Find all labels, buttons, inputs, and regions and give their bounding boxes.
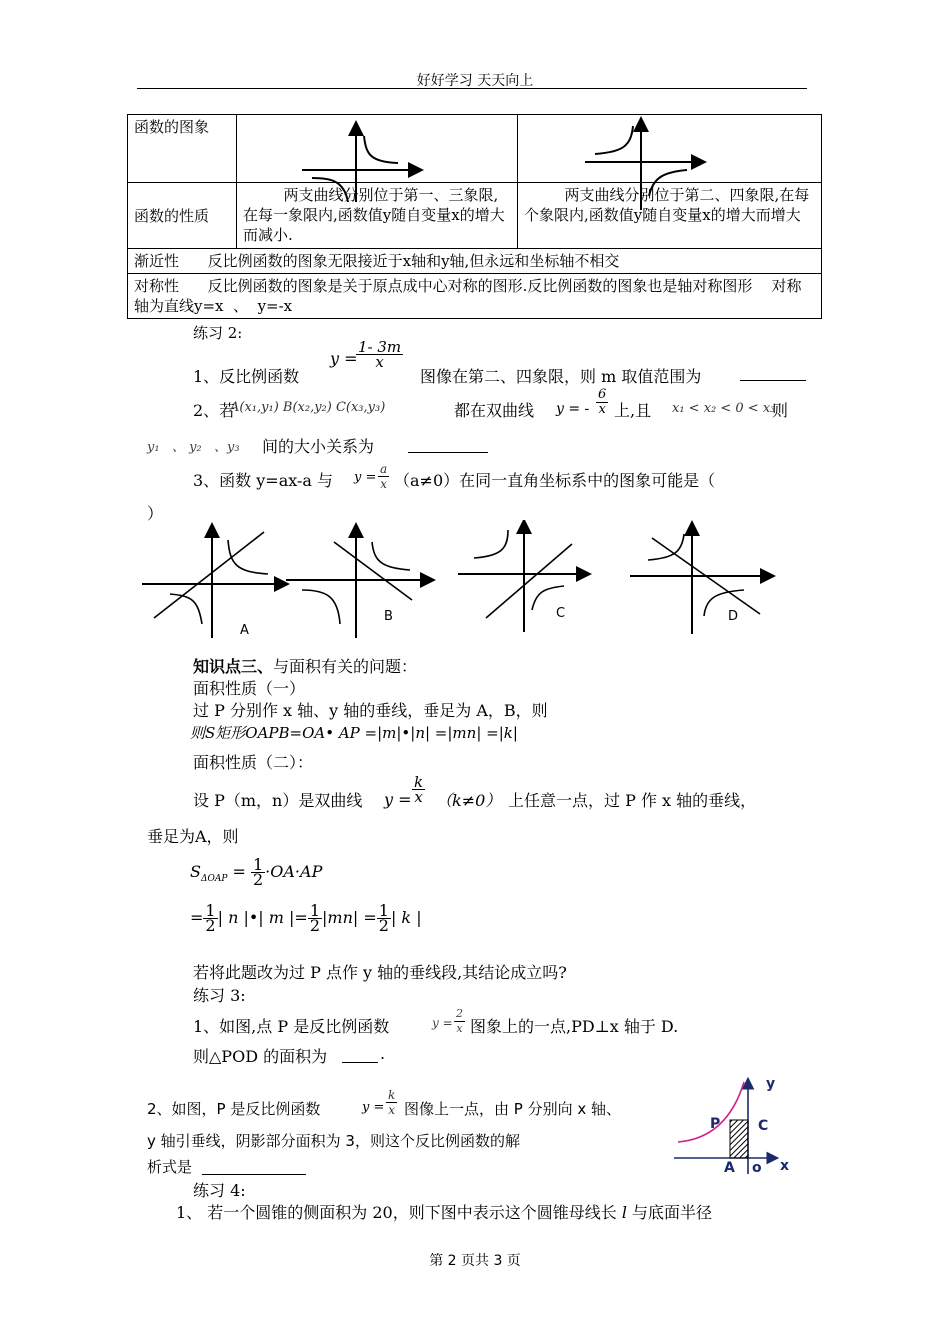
option-b-graph[interactable] <box>286 526 432 638</box>
formula-1: $S_{\Delta OAP}$ = $\frac{1}{2}$ ·OA·AP <box>190 855 323 889</box>
practice2-q2-points: A(x₁,y₁) B(x₂,y₂) C(x₃,y₃) <box>230 400 386 415</box>
practice3-q2-line3: 析式是 <box>147 1158 193 1176</box>
fraction-denominator: 2 <box>309 916 321 935</box>
practice2-q1-text: 图像在第二、四象限，则 m 取值范围为 <box>420 367 702 386</box>
fraction-denominator: 2 <box>205 916 216 935</box>
area-property-2-title: 面积性质（二）： <box>193 753 314 772</box>
fraction-numerator: 1 <box>252 855 264 874</box>
area-question: 若将此题改为过 P 点作 y 轴的垂线段,其结论成立吗? <box>193 963 567 982</box>
knowledge3-title: 知识点三、 <box>193 657 274 676</box>
label-a: A <box>724 1160 735 1176</box>
knowledge3-heading <box>193 654 417 677</box>
area-property-2-condition: （k≠0） <box>436 791 502 810</box>
row-graph-label: 函数的图象 <box>128 115 237 183</box>
label-x: x <box>780 1158 790 1174</box>
formula-1-rhs: ·OA·AP <box>265 862 323 881</box>
fraction-denominator: x <box>414 788 423 806</box>
curve-branch-q3 <box>312 178 348 202</box>
practice2-q3-prefix: 3、函数 y=ax-a 与 <box>193 471 334 490</box>
practice2-q2-vars: y₁ 、 y₂ 、y₃ <box>147 440 240 455</box>
property-k-negative: 两支曲线分别位于第二、四象限,在每个象限内,函数值y随自变量x的增大而增大 <box>518 183 822 249</box>
option-d-label: D <box>728 609 739 624</box>
fraction-denominator: x <box>598 402 606 417</box>
practice4-q1-var: l <box>621 1203 627 1222</box>
asymptote-row: 渐近性 反比例函数的图象无限接近于x轴和y轴,但永远和坐标轴不相交 <box>128 249 822 274</box>
practice3-q1-end: . <box>380 1044 386 1063</box>
practice2-q3-fraction <box>378 462 389 491</box>
practice3-figure <box>672 1072 796 1176</box>
area-property-2-eq: y = <box>384 790 412 809</box>
practice4-q1-text: 1、 若一个圆锥的侧面积为 20，则下图中表示这个圆锥母线长 <box>176 1203 617 1222</box>
option-c-graph[interactable] <box>458 522 588 632</box>
practice2-q2-answer-blank[interactable] <box>408 452 488 453</box>
practice2-q3-text: （a≠0）在同一直角坐标系中的图象可能是（ <box>394 471 716 490</box>
knowledge3-title-rest: 与面积有关的问题： <box>273 657 418 676</box>
practice2-q2-prefix: 2、若 <box>193 401 236 420</box>
formula-2-start: = <box>190 908 204 927</box>
property-k-positive: 两支曲线分别位于第一、三象限,在每一象限内,函数值y随自变量x的增大而减小. <box>237 183 518 249</box>
page-header: 好好学习 天天向上 <box>416 73 534 89</box>
practice3-q1-text: 图象上的一点,PD⊥x 轴于 D. <box>470 1017 679 1036</box>
practice2-q1-prefix: 1、反比例函数 <box>193 367 300 386</box>
fraction-numerator: 2 <box>456 1007 463 1020</box>
practice3-q2-text: 图像上一点，由 P 分别向 x 轴、 <box>404 1100 621 1118</box>
fraction-numerator: 1 <box>378 901 389 920</box>
fraction-numerator: k <box>414 773 424 791</box>
curve-branch-q4 <box>649 170 687 196</box>
curve-branch-q2 <box>595 126 633 154</box>
practice3-q1-line2: 则△POD 的面积为 <box>193 1047 328 1066</box>
label-p: P <box>710 1116 721 1132</box>
label-c: C <box>758 1118 769 1134</box>
practice2-q3-close: ） <box>147 504 164 523</box>
option-b-label: B <box>384 609 393 624</box>
formula-2-mid2: |mn| = <box>322 908 377 927</box>
practice3-q1-fraction <box>454 1007 465 1036</box>
header-rule <box>137 88 807 89</box>
practice3-q1-answer-blank[interactable] <box>342 1062 378 1063</box>
fraction-denominator: 2 <box>378 916 389 935</box>
practice2-q2-eq: y = - <box>556 401 590 417</box>
practice3-q2-line2: y 轴引垂线，阴影部分面积为 3，则这个反比例函数的解 <box>147 1132 520 1150</box>
practice2-q2-post1: 上,且 <box>614 401 652 420</box>
options-figure <box>140 520 790 642</box>
fraction-numerator: 1 <box>309 901 321 920</box>
fraction-denominator: x <box>380 477 387 491</box>
formula-1-s: S <box>190 862 201 881</box>
label-o: o <box>752 1160 762 1176</box>
practice2-q2-fraction <box>596 388 608 417</box>
fraction-denominator: x <box>456 1022 463 1035</box>
fraction-numerator: 1 <box>205 901 216 920</box>
practice2-q2-mid: 都在双曲线 <box>454 401 535 420</box>
fraction-denominator: x <box>375 353 384 371</box>
half-fraction <box>308 901 322 935</box>
practice2-title: 练习 2: <box>193 324 243 342</box>
practice3-q1-prefix: 1、如图,点 P 是反比例函数 <box>193 1017 390 1036</box>
practice2-q3-eq: y = <box>354 470 377 485</box>
formula-2 <box>190 901 422 935</box>
practice2-q1-fraction <box>356 340 403 369</box>
option-a-label: A <box>240 623 249 638</box>
fraction-denominator: x <box>388 1103 396 1117</box>
properties-table <box>127 114 822 319</box>
practice4-q1 <box>176 1200 712 1223</box>
fraction-numerator: 6 <box>598 387 607 402</box>
practice3-q2-fraction <box>386 1088 397 1117</box>
practice2-q2-line2: 间的大小关系为 <box>262 437 375 456</box>
practice4-title: 练习 4: <box>193 1181 246 1200</box>
fraction-denominator: 2 <box>252 870 264 889</box>
practice3-q1-eq: y = <box>432 1016 453 1030</box>
practice3-q2-prefix: 2、如图，P 是反比例函数 <box>147 1100 321 1118</box>
practice3-q2-eq: y = <box>362 1100 385 1115</box>
shaded-rectangle <box>730 1120 748 1158</box>
area-property-1-text: 过 P 分别作 x 轴、y 轴的垂线，垂足为 A，B，则 <box>193 701 548 720</box>
fraction-numerator: k <box>388 1088 396 1102</box>
area-property-2-fraction <box>412 775 425 804</box>
area-property-2-text: 上任意一点，过 P 作 x 轴的垂线， <box>508 791 757 810</box>
practice2-q2-inequality: x₁ < x₂ < 0 < x₃ <box>672 401 776 416</box>
option-d-graph[interactable] <box>630 524 772 634</box>
row-property-label: 函数的性质 <box>128 183 237 249</box>
graph-k-negative <box>583 116 713 212</box>
fraction-numerator: a <box>380 462 388 476</box>
practice2-q2-post2: 则 <box>772 401 789 420</box>
graph-k-positive <box>300 118 430 204</box>
curve-branch-q1 <box>364 136 398 163</box>
practice2-q1-y: y = <box>330 349 358 368</box>
area-property-1-formula: 则S矩形OAPB=OA• AP =|m|•|n| =|mn| =|k| <box>190 724 518 742</box>
formula-2-end: | k | <box>390 908 422 927</box>
practice4-q1-end: 与底面半径 <box>632 1203 713 1222</box>
half-fraction <box>377 901 391 935</box>
half-fraction <box>251 855 265 889</box>
practice3-q2-answer-blank[interactable] <box>202 1174 306 1175</box>
practice2-q1-answer-blank[interactable] <box>740 380 806 381</box>
fraction-numerator: 1- 3m <box>358 338 402 356</box>
option-c-label: C <box>556 606 566 621</box>
formula-2-mid1: | n |•| m |= <box>217 908 308 927</box>
area-property-2-prefix: 设 P（m，n）是双曲线 <box>193 791 363 810</box>
formula-1-sub: ΔOAP <box>200 874 228 885</box>
area-property-1-title: 面积性质（一） <box>193 679 306 698</box>
label-y: y <box>766 1076 776 1092</box>
half-fraction <box>203 901 217 935</box>
symmetry-row: 对称性 反比例函数的图象是关于原点成中心对称的图形.反比例函数的图象也是轴对称图形 对称轴为直线y=x 、 y=-x <box>128 274 822 319</box>
area-property-2-line2: 垂足为A，则 <box>147 827 239 846</box>
page-footer: 第 2 页共 3 页 <box>429 1253 521 1269</box>
option-a-graph[interactable] <box>142 526 286 638</box>
practice3-title: 练习 3: <box>193 986 246 1005</box>
